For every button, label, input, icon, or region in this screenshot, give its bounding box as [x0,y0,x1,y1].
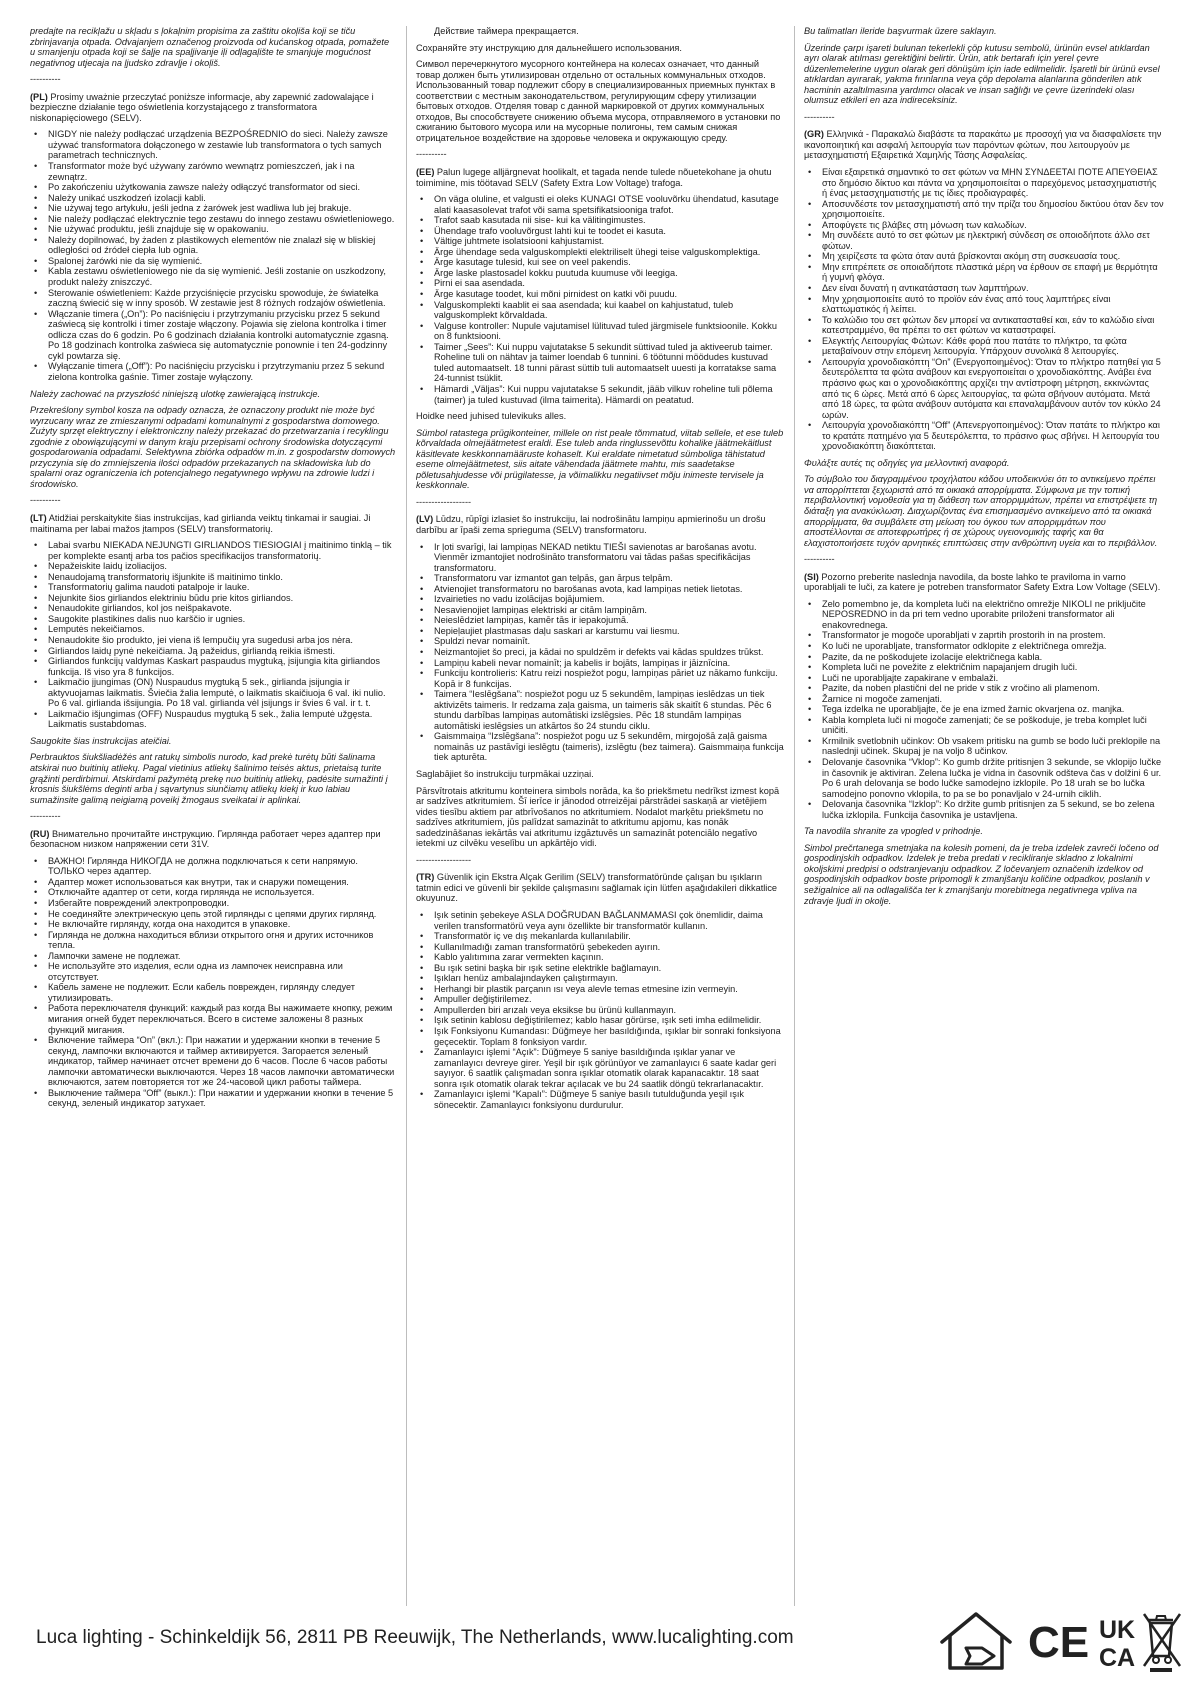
list-item: • Ko luči ne uporabljate, transformator odklopite z električnega omrežja. [822,641,1164,652]
list-item: • Laikmačio išjungimas (OFF) Nuspaudus mygtuką 5 sek., žalia lemputė užgęsta. Laikmatis sustabdomas. [48,709,396,730]
list-item: • Είναι εξαιρετικά σημαντικό το σετ φώτων να ΜΗΝ ΣΥΝΔΕΕΤΑΙ ΠΟΤΕ ΑΠΕΥΘΕΙΑΣ στο δημόσιο δίκτυο και πάντα να χρησιμοποιείται ο παρεχόμενος μετασχηματιστής ή ένας μετασχηματιστής με τις ίδιες προδιαγραφές. [822,167,1164,199]
paragraph-text: Hoidke need juhised tulevikuks alles. [416,411,567,422]
paragraph-text: Сохраняйте эту инструкцию для дальнейшего использования. [416,42,682,53]
list-item: • Kabla kompleta luči ni mogoče zamenjati; če se poškoduje, je treba komplet luči uničiti. [822,715,1164,736]
list-item: • Αποσυνδέστε τον μετασχηματιστή από την πρίζα του δημοσίου δικτύου όταν δεν τον χρησιμοποιείτε. [822,199,1164,220]
language-section-intro [30,829,396,850]
paragraph-text: Prosimy uważnie przeczytać poniższe informacje, aby zapewnić zadowalające i bezpieczne działanie tego oświetlenia korzystającego z transformatora niskonapięciowego (SELV). [30,91,374,123]
paragraph [804,843,1164,906]
list-item: • Saugokite plastikines dalis nuo karščio ir ugnies. [48,614,396,625]
list-item: • Lampiņu kabeli nevar nomainīt; ja kabelis ir bojāts, lampiņas ir jāiznīcina. [434,658,784,669]
language-section-intro [30,513,396,534]
list-item: • Girliandos funkcijų valdymas Kaskart paspaudus mygtuką, įsijungia kita girliandos funkcija. Iš viso yra 8 funkcijos. [48,656,396,677]
paragraph [804,26,1164,37]
list-item: • On väga oluline, et valgusti ei oleks KUNAGI OTSE vooluvõrku ühendatud, kasutage alati kaasasolevat trafot või sama spetsifikatsiooniga trafot. [434,194,784,215]
list-item: • Valguskomplekti kaablit ei saa asendada; kui kaabel on kahjustatud, tuleb valguskomplekt kõrvaldada. [434,300,784,321]
paragraph-text: Sümbol ratastega prügikonteiner, millele on rist peale tõmmatud, viitab sellele, et ese tuleb kõrvaldada olmejäätmetest eraldi. Ese tuleb anda ringlussevõttu kohalike jäätmekäitlust käsitlevate keskkonnamääruste kohaselt. Kui eraldate nimetatud sümboliga tähistatud eseme olmejäätmetest, siis aitate vähendada jäätmete mahtu, mis saadetakse põletusahjudesse või prügilatesse, ja võimalikku negatiivset mõju inimeste tervisele ja keskkonnale. [416,427,784,491]
list-item: • Transformatorių galima naudoti patalpoje ir lauke. [48,582,396,593]
list-item: • Pirni ei saa asendada. [434,278,784,289]
list-item: • Funkciju kontrolieris: Katru reizi nospiežot pogu, lampiņas pāriet uz nākamo funkciju. Kopā ir 8 funkcijas. [434,668,784,689]
list-item: • Kabla zestawu oświetleniowego nie da się wymienić. Jeśli zostanie on uszkodzony, produkt należy zniszczyć. [48,266,396,287]
list-item: • Işık setinin şebekeye ASLA DOĞRUDAN BAĞLANMAMASI çok önemlidir, daima verilen transformatörü veya aynı özellikte bir transformatör kullanın. [434,910,784,931]
list-item: • Δεν είναι δυνατή η αντικατάσταση των λαμπτήρων. [822,283,1164,294]
list-item: • Taimer „Sees”: Kui nuppu vajutatakse 5 sekundit süttivad tuled ja aktiveerub taimer. Roheline tuli on nähtav ja taimer loendab 6 tunnini. 6 töötunni möödudes kustuvad tuled automaatselt. 18 tunni pärast süttib tuli automaatselt uuesti ja korratakse sama 24-tunnist tsüklit. [434,342,784,384]
paragraph-text: Perbrauktos šiukšliadėžės ant ratukų simbolis nurodo, kad prekė turėtų būti šalinama atskirai nuo buitinių atliekų. Pagal vietinius atliekų šalinimo teisės aktus, prietaisą turite grąžinti perdirbimui. Atskirdami pažymėtą prekę nuo buitinių atliekų, padėsite sumažinti į krosnis šiukšlėms deginti arba į sąvartynus siunčiamų atliekų kiekį ir kuo labiau sumažinsite galimą neigiamą poveikį žmogaus sveikatai ir aplinkai. [30,752,388,805]
list-item: • Nie należy podłączać elektrycznie tego zestawu do innego zestawu oświetleniowego. [48,214,396,225]
list-item: • Ampullerden biri arızalı veya eksikse bu ürünü kullanmayın. [434,1005,784,1016]
list-item: • Po zakończeniu użytkowania zawsze należy odłączyć transformator od sieci. [48,182,396,193]
list-item: • Не соединяйте электрическую цепь этой гирлянды с цепями других гирлянд. [48,909,396,920]
instruction-list [30,540,396,730]
list-item: • Nepažeiskite laidų izoliacijos. [48,561,396,572]
list-item: • Tega izdelka ne uporabljajte, če je ena izmed žarnic okvarjena oz. manjka. [822,704,1164,715]
list-item: • Transformator może być używany zarówno wewnątrz pomieszczeń, jak i na zewnątrz. [48,161,396,182]
paragraph [804,43,1164,106]
paragraph-text: Należy zachować na przyszłość niniejszą ulotkę zawierającą instrukcje. [30,388,321,399]
paragraph [416,769,784,780]
language-section-intro [804,129,1164,161]
language-code: (EE) [416,167,435,178]
list-item: • Ärge kasutage tulesid, kui see on veel pakendis. [434,257,784,268]
column-divider [794,26,795,1606]
list-item: • Μην χρησιμοποιείτε αυτό το προϊόν εάν ένας από τους λαμπτήρες είναι ελαττωματικός ή λείπει. [822,294,1164,315]
list-item: • Transformator je mogoče uporabljati v zaprtih prostorih in na prostem. [822,630,1164,641]
paragraph-text: Atidžiai perskaitykite šias instrukcijas, kad girlianda veiktų tinkamai ir saugiai. Ji maitinama per labai mažos įtampos (SELV) transformatorių. [30,512,371,534]
language-section-intro [416,167,784,188]
paragraph-text: Saugokite šias instrukcijas ateičiai. [30,735,172,746]
section-separator: ---------- [30,495,61,506]
language-code: (GR) [804,129,824,140]
list-item: • Кабель замене не подлежит. Если кабель поврежден, гирлянду следует утилизировать. [48,982,396,1003]
language-section-intro [416,514,784,535]
list-item: • Αποφύγετε τις βλάβες στη μόνωση των καλωδίων. [822,220,1164,231]
paragraph [30,405,396,489]
instruction-list [416,910,784,1110]
language-section-intro [416,872,784,904]
paragraph [804,826,1164,837]
list-item: • Sterowanie oświetleniem: Każde przyciśnięcie przycisku spowoduje, że światełka zaczną świecić się w inny sposób. W zestawie jest 8 różnych rodzajów oświetlenia. [48,288,396,309]
paragraph-text: Действие таймера прекращается. [434,26,579,36]
list-item: • ВАЖНО! Гирлянда НИКОГДА не должна подключаться к сети напрямую. ТОЛЬКО через адаптер. [48,856,396,877]
list-item: • Laikmačio įjungimas (ON) Nuspaudus mygtuką 5 sek., girlianda įsijungia ir aktyvuojamas laikmatis. Šviečia žalia lemputė, o laikmatis skaičiuoja 6 val. iki nulio. Po 6 val. girlianda išsijungia. Po 18 val. girlianda vėl įsijungs ir švies 6 val. ir t. t. [48,677,396,709]
paragraph-text: Saglabājiet šo instrukciju turpmākai uzziņai. [416,769,594,779]
list-item: • Atvienojiet transformatoru no barošanas avota, kad lampiņas netiek lietotas. [434,584,784,595]
paragraph [416,43,784,54]
paragraph-text: Przekreślony symbol kosza na odpady oznacza, że oznaczony produkt nie może być wyrzucany wraz ze zmieszanymi odpadami komunalnymi z gospodarstwa domowego. Zużyty sprzęt elektryczny i elektroniczny należy przekazać do przetwarzania i recyklingu zgodnie z obowiązującymi w danym kraju przepisami ochrony środowiska dotyczącymi gospodarowania odpadami. Selektywna zbiórka odpadów m.in. z gospodarstw domowych przyczynia się do zmniejszenia ilości odpadów przekazanych na składowiska lub do spalarni oraz ograniczenia ich potencjalnego negatywnego wpływu na zdrowie ludzi i środowisko. [30,405,396,489]
list-item: • Ελεγκτής Λειτουργίας Φώτων: Κάθε φορά που πατάτε το πλήκτρο, τα φώτα μεταβαίνουν στην επόμενη λειτουργία. Υπάρχουν συνολικά 8 λειτουργίες. [822,336,1164,357]
paragraph-text: Pārsvītrotais atkritumu konteinera simbols norāda, ka šo priekšmetu nedrīkst izmest kopā ar sadzīves atkritumiem. Šī ierīce ir jānodod otrreizējai pārstrādei saskaņā ar vietējiem vides tiesību aktiem par atbrīvošanos no atkritumiem. Nodalot marķētu priekšmetu no sadzīves atkritumiem, jūs palīdzat samazināt to atkritumu apjomu, kas nonāk sadedzināšanas iekārtās vai atkritumu izgāztuvēs un samazināt potenciālo negatīvo ietekmi uz cilvēku veselību un apkārtējo vidi. [416,785,780,849]
list-item: • Labai svarbu NIEKADA NEJUNGTI GIRLIANDOS TIESIOGIAI į maitinimo tinklą – tik per komplekte esantį arba tos pačios specifikacijos transformatorių. [48,540,396,561]
list-item: • Λειτουργία χρονοδιακόπτη “On” (Ενεργοποιημένος): Όταν το πλήκτρο πατηθεί για 5 δευτερόλεπτα τα φώτα ανάβουν και ενεργοποιείται ο χρονοδιακόπτης. Ανάβει ένα πράσινο φως και ο χρονοδιακόπτης αρχίζει την αντίστροφη μέτρηση, εκκινώντας από τις 6 ώρες. Μετά από 6 ώρες λειτουργίας, τα φώτα σβήνουν αυτόματα. Μετά από 18 ώρες, τα φώτα ανάβουν αυτόματα και επαναλαμβάνουν αυτόν τον κύκλο 24 ωρών. [822,357,1164,420]
paragraph [416,411,784,422]
paragraph-text: Üzerinde çarpı işareti bulunan tekerlekli çöp kutusu sembolü, ürünün evsel atıklardan ayrı olarak atılması gerektiğini belirtir. Ürün, atık bertarafı için yerel çevre düzenlemelerine uygun olarak geri dönüşüm için iade edilmelidir. İşaretli bir ürünü evsel atıklardan ayırarak, yakma fırınlarına veya çöp depolama alanlarına gönderilen atık hacminin azaltılmasına yardımcı olacak ve insan sağlığı ve çevre üzerindeki olası olumsuz etkileri en aza indireceksiniz. [804,42,1160,106]
section-separator: ------------------ [416,854,472,865]
language-code: (SI) [804,571,819,582]
column-divider [406,26,407,1606]
paragraph [804,458,1164,469]
language-code: (RU) [30,828,50,839]
section-separator: ------------------ [416,496,472,507]
language-code: (LT) [30,512,47,523]
paragraph-text: Simbol prečrtanega smetnjaka na kolesih pomeni, da je treba izdelek zavreči ločeno od gospodinjskih odpadkov. Izdelek je treba predati v recikliranje skladno z lokalnimi okoljskimi predpisi o odstranjevanju odpadkov. Z ločevanjem označenih izdelkov od gospodinjskih odpadkov boste pripomogli k zmanjšanju količine odpadkov, poslanih v sežigalnice ali na odlagališča ter k zmanjšanju morebitnega negativnega vpliva na zdravje ljudi in okolje. [804,842,1159,906]
list-item: • Transformatör iç ve dış mekanlarda kullanılabilir. [434,931,784,942]
instruction-list [804,167,1164,452]
list-item: • Не включайте гирлянду, когда она находится в упаковке. [48,919,396,930]
paragraph [416,26,784,37]
paragraph-text: Güvenlik için Ekstra Alçak Gerilim (SELV) transformatöründe çalışan bu ışıkların tatmin edici ve güvenli bir şekilde çalışmasını sağlamak için lütfen aşağıdakileri dikkatlice okuyunuz. [416,872,778,904]
instruction-list [416,194,784,405]
list-item: • Μην επιτρέπετε σε οποιαδήποτε πλαστικά μέρη να έρθουν σε επαφή με θερμότητα ή γυμνή φλόγα. [822,262,1164,283]
list-item: • Włączanie timera („On”): Po naciśnięciu i przytrzymaniu przycisku przez 5 sekund zaświecą się kontrolki i timer zostaje włączony. Pojawia się zielona kontrolka i timer odlicza czas do 6 godzin. Po 6 godzinach działania kontrolki automatycznie zgasną. Po 18 godzinach kontrolka zaświeca się automatycznie ponownie i ten 24-godzinny cykl powtarza się. [48,309,396,362]
list-item: • Neizmantojiet šo preci, ja kādai no spuldzēm ir defekts vai kādas spuldzes trūkst. [434,647,784,658]
list-item: • Pazite, da noben plastični del ne pride v stik z vročino ali plamenom. [822,683,1164,694]
instruction-list [30,129,396,382]
paragraph [416,59,784,143]
ce-mark-icon [1026,1606,1090,1676]
language-code: (LV) [416,514,434,525]
section-separator: ---------- [804,111,835,122]
paragraph-text: predajte na recikļažu u skļadu s ļokaļnim propisima za zaštitu okoļiša koji se tiču zbrinjavanja otpada. Odvajanjem označenog proizvoda od kućanskog otpada, pomažete u smanjenju otpada koji se šaļje na spaļjivanje iļi odļagaļište te smanjuje mogućnost negativnog utjecaja na ļjudsko zdravļje i okoļiš. [30,26,390,68]
paragraph [416,786,784,849]
list-item: • Spuldzi nevar nomainīt. [434,636,784,647]
list-item: • Μη συνδέετε αυτό το σετ φώτων με ηλεκτρική σύνδεση σε οποιοδήποτε άλλο σετ φώτων. [822,230,1164,251]
list-item: • Işıkları henüz ambalajındayken çalıştırmayın. [434,973,784,984]
list-item: • Žarnice ni mogoče zamenjati. [822,694,1164,705]
list-item: • Bu ışık setini başka bir ışık setine elektrikle bağlamayın. [434,963,784,974]
list-item: • Отключайте адаптер от сети, когда гирлянда не используется. [48,887,396,898]
list-item: • Taimera “Ieslēgšana”: nospiežot pogu uz 5 sekundēm, lampiņas ieslēdzas un tiek aktivizēts taimeris. Ir redzama zaļa gaisma, un taimeris sāk skaitīt 6 stundas. Pēc 6 stundu darbības lampiņas automātiski izslēgsies. Pēc 18 stundām lampiņas automātiski ieslēgsies un atkārtos šo 24 stundu ciklu. [434,689,784,731]
paragraph-text: Внимательно прочитайте инструкцию. Гирлянда работает через адаптер при безопасном низком напряжении сети 31V. [30,828,381,850]
list-item: • Lemputės nekeičiamos. [48,624,396,635]
list-item: • Ir ļoti svarīgi, lai lampiņas NEKAD netiktu TIEŠI savienotas ar barošanas avotu. Vienmēr izmantojiet nodrošināto transformatoru vai tādas pašas specifikācijas transformatoru. [434,542,784,574]
list-item: • Luči ne uporabljajte zapakirane v embalaži. [822,673,1164,684]
footer-address: Luca lighting - Schinkeldijk 56, 2811 PB Reeuwijk, The Netherlands, www.lucalighting.com [36,1627,794,1648]
list-item: • Nejunkite šios girliandos elektriniu būdu prie kitos girliandos. [48,593,396,604]
list-item: • Należy dopilnować, by żaden z plastikowych elementów nie znalazł się w bliskiej odległości od źródeł ciepła lub ognia. [48,235,396,256]
list-item: • Работа переключателя функций: каждый раз когда Вы нажимаете кнопку, режим мигания огней будет переключаться. Всего в системе заложены 8 разных функций мигания. [48,1003,396,1035]
paragraph-text: Pozorno preberite naslednja navodila, da boste lahko te praviloma in varno uporabljali te luči, za katere je potreben transformator Safety Extra Low Voltage (SELV). [804,571,1161,593]
list-item: • Spalonej żarówki nie da się wymienić. [48,256,396,267]
list-item: • Включение таймера “On” (вкл.): При нажатии и удержании кнопки в течение 5 секунд, лампочки включаются и таймер активируется. Загорается зеленый индикатор, таймер начинает отсчет времени до 6 часов. После 6 часов работы лампочки автоматически выключаются. Через 18 часов лампочки автоматически включаются, затем повторяется тот же 24-часовой цикл работы таймера. [48,1035,396,1088]
list-item: • Nepieļaujiet plastmasas daļu saskari ar karstumu vai liesmu. [434,626,784,637]
instruction-list [30,856,396,1109]
list-item: • Лампочки замене не подлежат. [48,951,396,962]
language-section-intro [30,92,396,124]
list-item: • Λειτουργία χρονοδιακόπτη “Off” (Απενεργοποιημένος): Όταν πατάτε το πλήκτρο και το κρατάτε πατημένο για 5 δευτερόλεπτα, το πράσινο φως σβήνει. Η λειτουργία του χρονοδιακόπτη διακόπτεται. [822,420,1164,452]
list-item: • Valguse kontroller: Nupule vajutamisel lülituvad tuled järgmisele funktsioonile. Kokku on 8 funktsiooni. [434,321,784,342]
list-item: • Nenaudokite šio produkto, jei viena iš lempučių yra sugedusi arba jos nėra. [48,635,396,646]
list-item: • Pazite, da ne poškodujete izolacije električnega kabla. [822,652,1164,663]
paragraph-text: Φυλάξτε αυτές τις οδηγίες για μελλοντική αναφορά. [804,457,1010,468]
list-item: • Nenaudojamą transformatorių išjunkite iš maitinimo tinklo. [48,572,396,583]
list-item: • Należy unikać uszkodzeń izolacji kabli. [48,193,396,204]
language-code: (TR) [416,872,435,883]
ukca-mark-bottom: CA [1099,1644,1136,1672]
paragraph-text: Ελληνικά - Παρακαλώ διαβάστε τα παρακάτω με προσοχή για να διασφαλίσετε την ικανοποιητική και ασφαλή λειτουργία των παρόντων φώτων, που λειτουργούν με μετασχηματιστή Εξαιρετικά Χαμηλής Τάσης Ασφαλείας. [804,129,1162,161]
paragraph [30,736,396,747]
list-item: • Hämardi „Väljas”: Kui nuppu vajutatakse 5 sekundit, jääb vilkuv roheline tuli põlema (taimer) ja tuled kustuvad (ilma taimerita). Hämardi on peatatud. [434,384,784,405]
paragraph [416,428,784,491]
list-item: • Neieslēdziet lampiņas, kamēr tās ir iepakojumā. [434,615,784,626]
weee-crossed-bin-icon [1136,1606,1186,1676]
list-item: • Zelo pomembno je, da kompleta luči na električno omrežje NIKOLI ne priključite NEPOSREDNO in da pri tem vedno uporabite priloženi transformator ali enakovrednega. [822,599,1164,631]
list-item: • Zamanlayıcı işlemi “Kapalı”: Düğmeye 5 saniye basılı tutulduğunda yeşil ışık sönecektir. Zamanlayıcı fonksiyonu durdurulur. [434,1089,784,1110]
list-item: • Ärge laske plastosadel kokku puutuda kuumuse või leegiga. [434,268,784,279]
instruction-list [804,599,1164,820]
list-item: • Не используйте это изделия, если одна из лампочек неисправна или отсутствует. [48,961,396,982]
list-item: • Kompleta luči ne povežite z električnim napajanjem drugih luči. [822,662,1164,673]
list-item: • Μη χειρίζεστε τα φώτα όταν αυτά βρίσκονται ακόμη στη συσκευασία τους. [822,251,1164,262]
list-item: • Krmilnik svetlobnih učinkov: Ob vsakem pritisku na gumb se bodo luči preklopile na naslednji učinek. Skupaj je na voljo 8 učinkov. [822,736,1164,757]
list-item: • Избегайте повреждений электропроводки. [48,898,396,909]
list-item: • Ärge ühendage seda valguskomplekti elektriliselt ühegi teise valguskomplektiga. [434,247,784,258]
list-item: • Izvairieties no vadu izolācijas bojājumiem. [434,594,784,605]
instruction-sheet [30,26,1164,1606]
list-item: • Işık setinin kablosu değiştirilemez; kablo hasar görürse, ışık seti imha edilmelidir. [434,1015,784,1026]
list-item: • Nie używać produktu, jeśli znajduje się w opakowaniu. [48,224,396,235]
list-item: • NIGDY nie należy podłączać urządzenia BEZPOŚREDNIO do sieci. Należy zawsze używać transformatora dołączonego w zestawie lub transformatora o tych samych parametrach technicznych. [48,129,396,161]
column-3 [804,26,1164,1606]
paragraph [30,389,396,400]
instruction-list [416,542,784,763]
list-item: • Gaismmaiņa “Izslēgšana”: nospiežot pogu uz 5 sekundēm, mirgojošā zaļā gaisma nomainās uz pastāvīgi ieslēgtu (taimeris), izslēgtu (bez taimera). Gaismmaiņa funkcija tiek apturēta. [434,731,784,763]
list-item: • Delovanje časovnika “Vklop”: Ko gumb držite pritisnjen 3 sekunde, se vklopijo lučke in časovnik je aktiviran. Zelena lučka je vidna in časovnik odšteva čas v dolžini 6 ur. Po 6 urah delovanja se bodo lučke samodejno izklopile. Po 18 urah se bo lučka samodejno ponovno vklopila, to pa se bo ponavljalo v 24-urnih ciklih. [822,757,1164,799]
paragraph-text: Palun lugege alljärgnevat hoolikalt, et tagada nende tulede nõuetekohane ja ohutu toimimine, mis töötavad SELV (Safety Extra Low Voltage) trafoga. [416,167,772,188]
list-item: • Гирлянда не должна находиться вблизи открытого огня и других источников тепла. [48,930,396,951]
paragraph-text: Символ перечеркнутого мусорного контейнера на колесах означает, что данный товар должен быть утилизирован отдельно от остальных коммунальных отходов. Использованный товар подлежит сбору в специализированных приемных пунктах в соответствии с местным законодательством, регулирующим сферу утилизации бытовых отходов. Отделяя товар с данной маркировкой от других коммунальных отходов, Вы способствуете снижению объема мусора, отправляемого в установки по сжиганию бытового мусора или на мусорные полигоны, тем самым снижая отрицательное воздействие на здоровье человека и окружающую среду. [416,59,781,143]
list-item: • Ärge kasutage toodet, kui mõni pirnidest on katki või puudu. [434,289,784,300]
list-item: • Kullanılmadığı zaman transformatörü şebekeden ayırın. [434,942,784,953]
paragraph [30,752,396,805]
paragraph [30,26,396,68]
list-item: • Delovanja časovnika “Izklop”: Ko držite gumb pritisnjen za 5 sekund, se bo zelena lučka izklopila. Funkcija časovnika je ustavljena. [822,799,1164,820]
list-item: • Адаптер может использоваться как внутри, так и снаружи помещения. [48,877,396,888]
list-item: • Girliandos laidų pynė nekeičiama. Ją pažeidus, girliandą reikia išmesti. [48,646,396,657]
column-1 [30,26,396,1606]
list-item: • Wyłączanie timera („Off”): Po naciśnięciu przycisku i przytrzymaniu przez 5 sekund zielona kontrolka gaśnie. Timer zostaje wyłączony. [48,361,396,382]
list-item: • Zamanlayıcı işlemi “Açık”: Düğmeye 5 saniye basıldığında ışıklar yanar ve zamanlayıcı devreye girer. Yeşil bir ışık görünüyor ve zamanlayıcı 6 saate kadar geri sayıyor. 6 saatlik çalışmadan sonra ışıklar otomatik olarak kapanacaktır. 18 saat sonra ışık otomatik olarak tekrar açılacak ve bu 24 saatlik döngü tekrarlanacaktır. [434,1047,784,1089]
list-item: • Transformatoru var izmantot gan telpās, gan ārpus telpām. [434,573,784,584]
paragraph-text: Το σύμβολο του διαγραμμένου τροχήλατου κάδου υποδεικνύει ότι το αντικείμενο πρέπει να απορρίπτεται ξεχωριστά από τα οικιακά απορρίμματα. Σύμφωνα με την τοπική περιβαλλοντική νομοθεσία για τη διάθεση των απορριμμάτων, πρέπει να επιστρέψετε τη διάταξη για ανακύκλωση. Διαχωρίζοντας ένα επισημασμένο αντικείμενο από τα οικιακά απορρίμματα, θα συμβάλετε στη μείωση του όγκου των απορριμμάτων που αποστέλλονται σε αποτεφρωτήρες ή σε χώρους υγειονομικής ταφής και θα ελαχιστοποιήσετε τυχόν αρνητικές επιπτώσεις στην ανθρώπινη υγεία και το περιβάλλον. [804,474,1158,548]
list-item: • Vältige juhtmete isolatsiooni kahjustamist. [434,236,784,247]
section-separator: ---------- [30,811,61,822]
list-item: • Το καλώδιο του σετ φώτων δεν μπορεί να αντικατασταθεί και, εάν το καλώδιο είναι κατεστραμμένο, θα πρέπει το σετ φώτων να καταστραφεί. [822,315,1164,336]
list-item: • Nesavienojiet lampiņas elektriski ar citām lampiņām. [434,605,784,616]
list-item: • Trafot saab kasutada nii sise- kui ka välitingimustes. [434,215,784,226]
indoor-use-house-icon [936,1606,1016,1676]
paragraph-text: Lūdzu, rūpīgi izlasiet šo instrukciju, lai nodrošinātu lampiņu apmierinošu un drošu darbību ar īpaši zema sprieguma (SELV) transformatoru. [416,514,766,535]
list-item: • Işık Fonksiyonu Kumandası: Düğmeye her basıldığında, ışıklar bir sonraki fonksiyona geçecektir. Toplam 8 fonksiyon vardır. [434,1026,784,1047]
section-separator: ---------- [804,554,835,565]
language-code: (PL) [30,91,48,102]
list-item: • Nenaudokite girliandos, kol jos neišpakavote. [48,603,396,614]
section-separator: ---------- [416,149,447,160]
list-item: • Ampuller değiştirilemez. [434,994,784,1005]
list-item: • Ühendage trafo vooluvõrgust lahti kui te toodet ei kasuta. [434,226,784,237]
list-item: • Nie używaj tego artykułu, jeśli jedna z żarówek jest wadliwa lub jej brakuje. [48,203,396,214]
ukca-mark-top: UK [1099,1616,1136,1644]
list-item: • Kablo yalıtımına zarar vermekten kaçının. [434,952,784,963]
ce-mark-text: CE [1028,1618,1090,1667]
paragraph-text: Bu talimatları ileride başvurmak üzere saklayın. [804,26,997,36]
paragraph-text: Ta navodila shranite za vpogled v prihodnje. [804,826,983,837]
paragraph [804,474,1164,548]
language-section-intro [804,572,1164,593]
section-separator: ---------- [30,74,61,85]
column-2 [416,26,784,1606]
list-item: • Herhangi bir plastik parçanın ısı veya alevle temas etmesine izin vermeyin. [434,984,784,995]
list-item: • Выключение таймера “Off” (выкл.): При нажатии и удержании кнопки в течение 5 секунд, зеленый индикатор затухает. [48,1088,396,1109]
